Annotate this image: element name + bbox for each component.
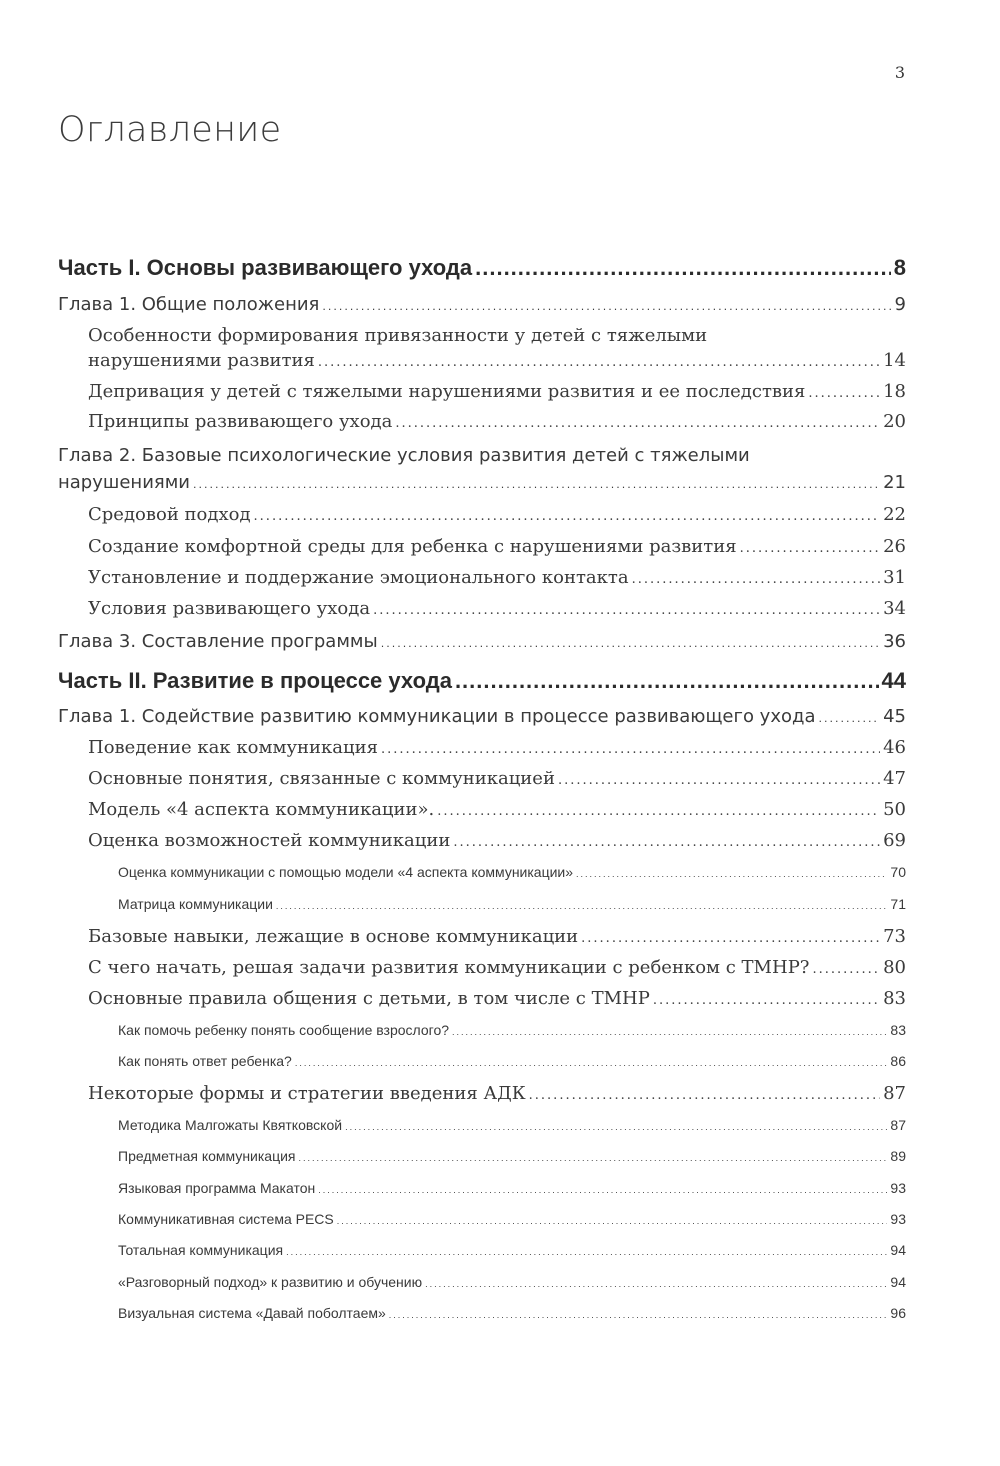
toc-page-number: 93 <box>890 1180 906 1196</box>
dot-leader <box>455 668 879 694</box>
toc-page-number: 94 <box>890 1242 906 1258</box>
toc-entry-title: Установление и поддержание эмоционального контакта <box>88 567 629 588</box>
toc-entry-title: Глава 1. Общие положения <box>58 294 320 315</box>
toc-entry-title: Методика Малгожаты Квятковской <box>118 1117 343 1133</box>
toc-entry-title: Оценка возможностей коммуникации <box>88 830 451 851</box>
toc-section[interactable] <box>88 350 906 371</box>
toc-section[interactable] <box>88 988 906 1009</box>
toc-chapter[interactable] <box>58 706 906 727</box>
toc-section[interactable] <box>88 381 906 402</box>
dot-leader <box>337 1216 888 1226</box>
toc-section[interactable] <box>88 737 906 758</box>
dot-leader <box>453 835 880 850</box>
toc-entry-title: Основные понятия, связанные с коммуникацией <box>88 768 555 789</box>
toc-page-number: 86 <box>890 1053 906 1069</box>
toc-section[interactable] <box>88 411 906 432</box>
toc-part-1[interactable] <box>58 255 906 281</box>
toc-subsection[interactable] <box>118 1117 906 1133</box>
toc-entry-title: Оценка коммуникации с помощью модели «4 аспекта коммуникации» <box>118 864 574 880</box>
toc-entry-title: Основные правила общения с детьми, в том числе с ТМНР <box>88 988 650 1009</box>
toc-page-number: 70 <box>890 864 906 880</box>
toc-chapter[interactable] <box>58 294 906 315</box>
toc-subsection[interactable] <box>118 864 906 880</box>
toc-page-number: 87 <box>883 1083 906 1104</box>
toc-chapter[interactable] <box>58 472 906 493</box>
toc-section[interactable] <box>88 1083 906 1104</box>
dot-leader <box>475 255 891 281</box>
dot-leader <box>295 1058 888 1068</box>
toc-page-number: 9 <box>894 294 906 315</box>
toc-page-number: 22 <box>883 504 906 525</box>
toc-page-number: 34 <box>883 598 906 619</box>
toc-entry-title: Визуальная система «Давай поболтаем» <box>118 1305 386 1321</box>
toc-page-number: 73 <box>883 926 906 947</box>
toc-section[interactable] <box>88 536 906 557</box>
toc-page-number: 45 <box>883 706 906 727</box>
toc-section[interactable] <box>88 957 906 978</box>
dot-leader <box>318 1185 887 1195</box>
toc-page-number: 31 <box>883 567 906 588</box>
toc-page-number: 21 <box>883 472 906 493</box>
dot-leader <box>322 300 891 313</box>
toc-entry-title: Базовые навыки, лежащие в основе коммуникации <box>88 926 579 947</box>
page-title: Оглавление <box>58 110 282 150</box>
toc-page-number: 46 <box>883 737 906 758</box>
toc-part-2[interactable] <box>58 668 906 694</box>
toc-page-number: 87 <box>890 1117 906 1133</box>
toc-entry-title: Условия развивающего ухода <box>88 598 371 619</box>
dot-leader <box>254 509 881 524</box>
toc-entry-title: Как понять ответ ребенка? <box>118 1053 292 1069</box>
dot-leader <box>653 993 880 1008</box>
dot-leader <box>558 773 880 788</box>
toc-subsection[interactable] <box>118 1022 906 1038</box>
dot-leader <box>318 355 880 370</box>
dot-leader <box>389 1310 888 1320</box>
toc-section[interactable] <box>88 799 906 820</box>
dot-leader <box>395 416 880 431</box>
toc-entry-title: «Разговорный подход» к развитию и обучению <box>118 1274 423 1290</box>
toc-entry-title: Тотальная коммуникация <box>118 1242 284 1258</box>
toc-section[interactable] <box>88 504 906 525</box>
toc-page-number: 93 <box>890 1211 906 1227</box>
toc-chapter-first-line[interactable]: Глава 2. Базовые психологические условия развития детей с тяжелыми <box>58 445 750 466</box>
toc-subsection[interactable] <box>118 1211 906 1227</box>
toc-entry-title: Предметная коммуникация <box>118 1148 296 1164</box>
toc-entry-title: Языковая программа Макатон <box>118 1180 316 1196</box>
toc-entry-title: Некоторые формы и стратегии введения АДК <box>88 1083 526 1104</box>
toc-entry-title: Принципы развивающего ухода <box>88 411 393 432</box>
toc-section[interactable] <box>88 598 906 619</box>
toc-entry-title: нарушениями развития <box>88 350 315 371</box>
dot-leader <box>437 804 880 819</box>
toc-section[interactable] <box>88 768 906 789</box>
toc-page-number: 44 <box>881 668 906 693</box>
dot-leader <box>345 1122 887 1132</box>
dot-leader <box>381 637 880 650</box>
dot-leader <box>425 1279 887 1289</box>
toc-page-number: 50 <box>883 799 906 820</box>
dot-leader <box>581 931 880 946</box>
page-number: 3 <box>894 63 905 82</box>
dot-leader <box>452 1027 887 1037</box>
dot-leader <box>276 901 888 911</box>
toc-subsection[interactable] <box>118 896 906 912</box>
toc-entry-title: Часть II. Развитие в процессе ухода <box>58 668 452 693</box>
dot-leader <box>373 603 880 618</box>
toc-entry-title: Создание комфортной среды для ребенка с нарушениями развития <box>88 536 737 557</box>
toc-subsection[interactable] <box>118 1274 906 1290</box>
toc-subsection[interactable] <box>118 1053 906 1069</box>
dot-leader <box>193 478 880 491</box>
toc-entry-title: Средовой подход <box>88 504 251 525</box>
toc-page-number: 83 <box>883 988 906 1009</box>
dot-leader <box>381 742 880 757</box>
toc-page-number: 80 <box>883 957 906 978</box>
toc-page-number: 83 <box>890 1022 906 1038</box>
toc-entry-title: Глава 3. Составление программы <box>58 631 378 652</box>
toc-page-number: 8 <box>893 255 906 280</box>
toc-page-number: 96 <box>890 1305 906 1321</box>
toc-page-number: 26 <box>883 536 906 557</box>
toc-entry-title: Матрица коммуникации <box>118 896 273 912</box>
dot-leader <box>529 1088 880 1103</box>
toc-page-number: 94 <box>890 1274 906 1290</box>
dot-leader <box>818 712 880 725</box>
toc-page-number: 69 <box>883 830 906 851</box>
toc-page-number: 18 <box>883 381 906 402</box>
toc-entry-title: Депривация у детей с тяжелыми нарушениями развития и ее последствия <box>88 381 806 402</box>
toc-entry-title: Поведение как коммуникация <box>88 737 378 758</box>
toc-section-first-line[interactable]: Особенности формирования привязанности у детей с тяжелыми <box>88 325 708 346</box>
dot-leader <box>808 386 880 401</box>
dot-leader <box>812 962 880 977</box>
toc-subsection[interactable] <box>118 1148 906 1164</box>
toc-chapter[interactable] <box>58 631 906 652</box>
toc-entry-title: Модель «4 аспекта коммуникации». <box>88 799 435 820</box>
dot-leader <box>299 1153 888 1163</box>
toc-entry-title: Часть I. Основы развивающего ухода <box>58 255 473 280</box>
toc-section[interactable] <box>88 830 906 851</box>
toc-subsection[interactable] <box>118 1305 906 1321</box>
dot-leader <box>286 1247 887 1257</box>
dot-leader <box>740 541 880 556</box>
toc-section[interactable] <box>88 926 906 947</box>
toc-entry-title: С чего начать, решая задачи развития коммуникации с ребенком с ТМНР? <box>88 957 810 978</box>
toc-page-number: 36 <box>883 631 906 652</box>
dot-leader <box>576 869 887 879</box>
toc-entry-title: нарушениями <box>58 472 190 493</box>
toc-subsection[interactable] <box>118 1180 906 1196</box>
toc-page-number: 14 <box>883 350 906 371</box>
toc-subsection[interactable] <box>118 1242 906 1258</box>
toc-entry-title: Глава 1. Содействие развитию коммуникации в процессе развивающего ухода <box>58 706 816 727</box>
toc-page-number: 20 <box>883 411 906 432</box>
dot-leader <box>632 572 881 587</box>
toc-page-number: 89 <box>890 1148 906 1164</box>
toc-section[interactable] <box>88 567 906 588</box>
toc-page-number: 47 <box>883 768 906 789</box>
toc-page-number: 71 <box>890 896 906 912</box>
toc-entry-title: Коммуникативная система PECS <box>118 1211 334 1227</box>
toc-entry-title: Как помочь ребенку понять сообщение взрослого? <box>118 1022 450 1038</box>
